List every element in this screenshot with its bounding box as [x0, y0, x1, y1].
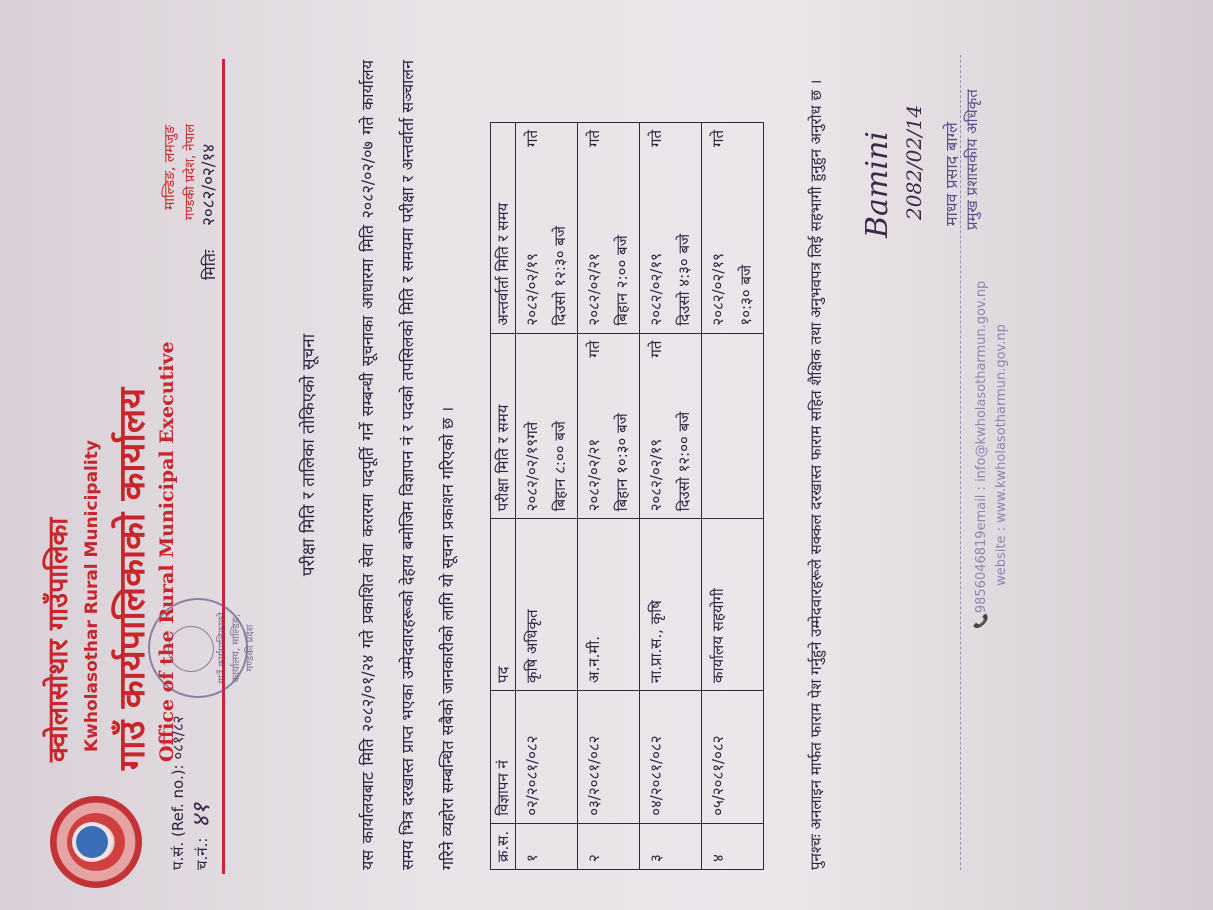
signature-date: 2082/02/14	[902, 104, 926, 220]
cell-exam	[640, 333, 702, 519]
cell-exam	[702, 333, 764, 519]
interview-time: दिउसो ४:३० बजे	[675, 233, 693, 326]
office-seal	[148, 598, 256, 698]
cell-ad-no: ०५/२०८१/०८२	[702, 690, 764, 823]
cell-sn: २	[578, 823, 640, 869]
notice-title: परीक्षा मिति र तालिका तोकिएको सूचना	[299, 333, 319, 577]
cell-sn: ४	[702, 823, 764, 869]
cell-exam	[578, 333, 640, 519]
interview-time: दिउसो १२:३० बजे	[551, 226, 569, 326]
exam-day-suffix: गते	[647, 340, 665, 358]
seal-text: गाउँ कार्यपालिकाको कार्यालय, माल्डिङ, गण्डकी प्रदेश	[217, 612, 256, 684]
cell-interview	[640, 123, 702, 334]
table-row	[702, 123, 764, 870]
interview-day-suffix: गते	[647, 130, 665, 147]
cell-interview	[702, 123, 764, 334]
signature-scribble: Bamini	[860, 131, 895, 238]
interview-date: २०८२/०२/१९	[523, 253, 541, 326]
cell-ad-no: ०२/२०८१/०८२	[516, 690, 578, 823]
interview-time: १०:३० बजे	[737, 264, 755, 326]
officer-designation: प्रमुख प्रशासकीय अधिकृत	[963, 89, 981, 230]
col-header-interview: अन्तर्वार्ता मिति र समय	[491, 123, 516, 334]
cell-ad-no: ०४/२०८१/०८२	[640, 690, 702, 823]
col-header-sn: क्र.स.	[491, 823, 516, 869]
office-province: गण्डकी प्रदेश, नेपाल	[183, 123, 198, 220]
interview-day-suffix: गते	[709, 130, 727, 147]
col-header-exam: परीक्षा मिति र समय	[491, 333, 516, 519]
cell-interview	[578, 123, 640, 334]
exam-day-suffix: गते	[523, 421, 541, 439]
notice-body: यस कार्यालयबाट मिति २०८२/०१/२४ गते प्रकाशित सेवा करारमा पदपूर्ति गर्ने सम्बन्धी सूचनाका आधारमा मिति २०८२/०२/०७ गते कार्यालय समय भित्र दरखास्त प्राप्त भएका उम्मेदवारहरूको देहाय बमोजिम विज्ञापन नं र पदको तपसिलको मिति र समयमा परीक्षा र अन्तर्वार्ता सञ्चालन गरिने व्यहोरा सम्बन्धित सबैको जानकारीको लागि यो सूचना प्रकाशन गरिएको छ ।	[358, 60, 457, 870]
table-header-row	[491, 123, 516, 870]
exam-time: बिहान ८:०० बजे	[551, 420, 569, 512]
date-label: मितिः	[200, 249, 219, 280]
interview-date: २०८२/०२/१९	[709, 253, 727, 326]
interview-day-suffix: गते	[585, 130, 603, 147]
cell-post: अ.न.मी.	[578, 519, 640, 691]
cell-interview	[516, 123, 578, 334]
dispatch-number: ४१	[187, 803, 215, 828]
cell-post: ना.प्रा.स., कृषि	[640, 519, 702, 691]
officer-name: माधव प्रसाद बाग्ले	[942, 122, 961, 226]
office-name-en: Office of the Rural Municipal Executive	[156, 341, 178, 762]
org-name-en: Kwholasothar Rural Municipality	[82, 440, 102, 752]
exam-time: दिउसो १२:०० बजे	[675, 411, 693, 512]
letter-date: २०८२/०२/१४	[199, 143, 219, 226]
col-header-ad-no: विज्ञापन नं	[491, 690, 516, 823]
cell-post: कार्यालय सहयोगी	[702, 519, 764, 691]
footer-divider	[960, 55, 961, 870]
office-name-np: गाउँ कार्यपालिकाको कार्यालय	[112, 387, 153, 770]
table-row	[516, 123, 578, 870]
exam-schedule-table	[490, 122, 764, 870]
org-name-np: क्वोलासोथार गाउँपालिका	[43, 517, 74, 762]
government-emblem	[50, 796, 142, 888]
exam-time: बिहान १०:३० बजे	[613, 413, 631, 512]
table-row	[640, 123, 702, 870]
exam-day-suffix: गते	[585, 340, 603, 358]
cell-exam	[516, 333, 578, 519]
interview-day-suffix: गते	[523, 130, 541, 147]
dispatch-label: च.नं.:	[193, 837, 211, 870]
cell-post: कृषि अधिकृत	[516, 519, 578, 691]
reference-number: प.सं. (Ref. no.): ०८१/८२	[169, 715, 187, 870]
footer-phone-email: 📞9856046819email : info@kwholasotharmun.gov.np	[974, 280, 989, 630]
interview-date: २०८२/०२/२१	[585, 253, 603, 326]
office-place: माल्डिङ, लमजुङ	[162, 124, 178, 210]
postscript-note: पुनश्चः अनलाइन मार्फत फाराम पेश गर्नुहुने उम्मेदवारहरूले सक्कल दरखास्त फाराम सहित शैक्षिक तथा अनुभवपत्र लिई सहभागी हुनुहुन अनुरोध छ ।	[807, 79, 825, 870]
exam-date: २०८२/०२/१९	[647, 438, 665, 512]
exam-date: २०८२/०२/२१	[585, 438, 603, 512]
footer-website: website : www.kwholasotharmun.gov.np	[994, 324, 1009, 586]
interview-time: बिहान २:०० बजे	[613, 235, 631, 326]
cell-ad-no: ०३/२०८१/०८२	[578, 690, 640, 823]
cell-sn: १	[516, 823, 578, 869]
interview-date: २०८२/०२/१९	[647, 253, 665, 326]
header-divider	[222, 59, 225, 874]
cell-sn: ३	[640, 823, 702, 869]
col-header-post: पद	[491, 519, 516, 691]
exam-date: २०८२/०२/१९	[523, 438, 541, 512]
table-row	[578, 123, 640, 870]
